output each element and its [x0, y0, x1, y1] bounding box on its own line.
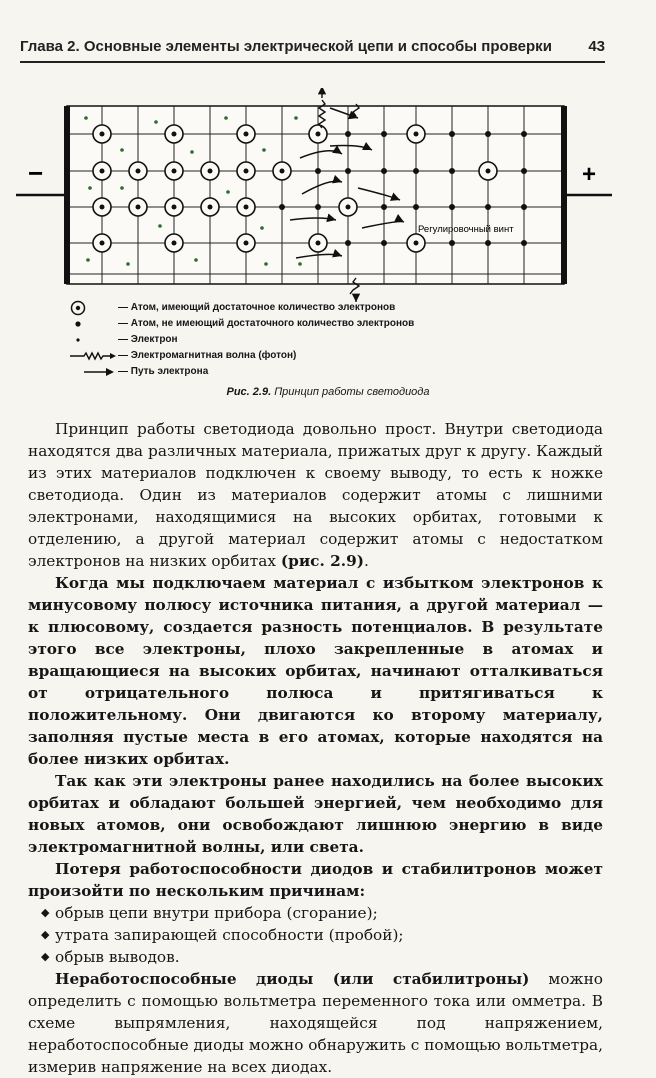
minus-sign: − [28, 158, 44, 188]
paragraph [28, 968, 603, 1078]
list-item [41, 924, 603, 946]
body-text [28, 418, 603, 1078]
bullet-icon: ◆ [41, 928, 50, 941]
chapter-title: Глава 2. Основные элементы электрической цепи и способы проверки [20, 38, 552, 55]
paragraph-text: можно определить с помощью вольтметра переменного тока или омметра. В схеме выпрямления, находящейся под напряжением, неработоспособные диоды можно обнаружить с помощью вольтметра, измерив напряжение на всех диодах. [28, 970, 603, 1076]
page-number: 43 [588, 38, 605, 55]
atom-without-electrons-icon [70, 316, 116, 332]
list-item [41, 946, 603, 968]
paragraph-text: может произойти по нескольким причинам: [28, 860, 603, 900]
legend-item [70, 348, 490, 364]
legend-text: — Электрон [118, 334, 178, 345]
wavy-arrow-icon [70, 348, 116, 364]
electron-icon [70, 332, 116, 348]
running-header [20, 38, 605, 63]
paragraph: Когда мы подключаем материал с избытком электронов к минусовому полюсу источника питания, а другой материал — к плюсовому, создается разность потенциалов. В результате этого все электроны, плохо закрепленные в атомах и вращающиеся на высоких орбитах, начинают отталкиваться от отрицательного полюса и притягиваться к положительному. Они двигаются ко второму материалу, заполняя пустые места в его атомах, которые находятся на более низких орбитах. [28, 574, 603, 768]
arrow-icon [70, 364, 116, 380]
figure-caption [0, 386, 656, 398]
paragraph [28, 418, 603, 572]
legend-text: — Атом, имеющий достаточное количество электронов [118, 302, 396, 313]
legend-text: — Электромагнитная волна (фотон) [118, 350, 297, 361]
list-item-text: обрыв цепи внутри прибора (сгорание); [55, 904, 378, 922]
bold-phrase: Потеря работоспособности диодов и стабилитронов [55, 860, 537, 878]
bullet-icon: ◆ [41, 950, 50, 963]
bold-phrase: Неработоспособные диоды (или стабилитроны) [55, 970, 530, 988]
right-electrode [561, 106, 567, 284]
legend-item [70, 316, 490, 332]
paragraph-end: . [364, 552, 369, 570]
atom-with-electrons-icon [70, 300, 116, 316]
legend-text: — Путь электрона [118, 366, 209, 377]
legend-item [70, 300, 490, 316]
legend-item [70, 364, 490, 380]
caption-text: Принцип работы светодиода [274, 386, 430, 398]
paragraph: Так как эти электроны ранее находились на более высоких орбитах и обладают большей энергией, чем необходимо для новых атомов, они освобождают лишнюю энергию в виде электромагнитной волны, или света. [28, 772, 603, 856]
paragraph [28, 858, 603, 902]
left-electrode [64, 106, 70, 284]
legend-text: — Атом, не имеющий достаточного количество электронов [118, 318, 415, 329]
bullet-icon: ◆ [41, 906, 50, 919]
led-diagram [0, 88, 656, 303]
figure-reference: (рис. 2.9) [280, 552, 364, 570]
caption-number: Рис. 2.9. [226, 386, 272, 398]
plus-sign: + [582, 161, 597, 188]
list-item [41, 902, 603, 924]
list-item-text: обрыв выводов. [55, 948, 180, 966]
list-item-text: утрата запирающей способности (пробой); [55, 926, 404, 944]
reasons-list [28, 902, 603, 968]
legend-item [70, 332, 490, 348]
screw-label: Регулировочный винт [418, 224, 514, 235]
figure-legend [70, 300, 490, 380]
paragraph-text: Принцип работы светодиода довольно прост. Внутри светодиода находятся два различных материала, прижатых друг к другу. Каждый из этих материалов подключен к своему выводу, то есть к ножке светодиода. Один из материалов содержит атомы с лишними электронами, находящимися на высоких орбитах, готовыми к отделению, а другой материал содержит атомы с недостатком электронов на низких орбитах [28, 420, 603, 570]
